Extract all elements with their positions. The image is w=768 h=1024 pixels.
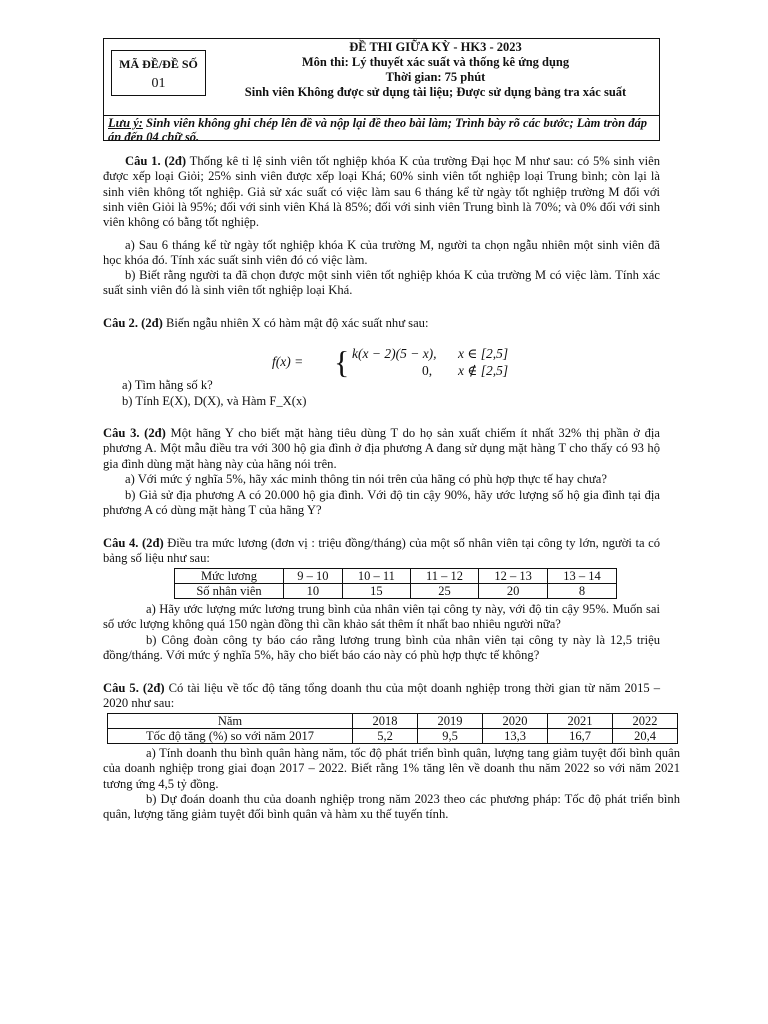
table-cell: 20 [479, 584, 548, 599]
formula-condition-2: x ∉ [2,5] [458, 363, 509, 378]
question-5-text: Có tài liệu về tốc độ tăng tổng doanh thu của một doanh nghiệp trong thời gian từ năm 2015 – 2020 như sau: [103, 681, 660, 711]
exam-code-box [111, 50, 206, 96]
formula-case-2: 0, [422, 363, 433, 378]
salary-table [174, 568, 617, 599]
table-cell: 2021 [548, 714, 613, 729]
question-4-part-a: a) Hãy ước lượng mức lương trung bình của nhân viên tại công ty này, với độ tin cậy 95%. Muốn sai số ước lượng không quá 150 ngàn đồng thì cần khảo sát thêm ít nhất bao nhiêu người nữa? [103, 602, 660, 632]
question-1-text: Thống kê tỉ lệ sinh viên tốt nghiệp khóa K của trường Đại học M như sau: có 5% sinh viên được xếp loại Giỏi; 25% sinh viên được xếp loại Khá; 60% sinh viên tốt nghiệp loại Trung bình; còn lại là sinh viên không tốt nghiệp. Giả sử xác suất có việc làm sau 6 tháng kể từ ngày tốt nghiệp trường M đối với sinh viên Giỏi là 95%; đối với sinh viên Khá là 85%; đối với sinh viên Trung bình là 70%; và 0% đối với sinh viên không có bằng tốt nghiệp. [103, 154, 660, 230]
question-2 [103, 316, 660, 331]
table-cell: 2019 [418, 714, 483, 729]
exam-code-number: 01 [151, 76, 166, 91]
table-cell: 10 – 11 [342, 569, 410, 584]
revenue-table [107, 713, 678, 744]
question-1-part-a: a) Sau 6 tháng kể từ ngày tốt nghiệp khóa K của trường M, người ta chọn ngẫu nhiên một sinh viên đã học khóa đó. Tính xác suất sinh viên đó có việc làm. [103, 238, 660, 268]
table-cell: 16,7 [548, 729, 613, 744]
table-cell: Mức lương [175, 569, 284, 584]
table-row [175, 584, 617, 599]
header-lines [216, 40, 655, 100]
exam-header [103, 38, 660, 144]
exam-code-label: MÃ ĐỀ/ĐỀ SỐ [119, 57, 198, 71]
formula-lhs: f(x) = [272, 354, 304, 369]
table-cell: 13 – 14 [548, 569, 617, 584]
exam-subject: Môn thi: Lý thuyết xác suất và thống kê ứng dụng [301, 55, 570, 69]
question-5 [103, 681, 660, 712]
table-cell: 8 [548, 584, 617, 599]
table-cell: Số nhân viên [175, 584, 284, 599]
table-cell: 9 – 10 [284, 569, 343, 584]
question-4-part-b: b) Công đoàn công ty báo cáo rằng lương trung bình của nhân viên tại công ty này là 12,5 triệu đồng/tháng. Với mức ý nghĩa 5%, hãy cho biết báo cáo này có phù hợp thực tế không? [103, 633, 660, 663]
table-cell: 12 – 13 [479, 569, 548, 584]
table-cell: 15 [342, 584, 410, 599]
table-cell: 2020 [483, 714, 548, 729]
table-cell: Tốc độ tăng (%) so với năm 2017 [108, 729, 353, 744]
table-cell: 11 – 12 [410, 569, 478, 584]
table-cell: 2018 [353, 714, 418, 729]
question-1-label: Câu 1. (2đ) [125, 154, 187, 168]
exam-time: Thời gian: 75 phút [385, 70, 486, 84]
question-5-part-b: b) Dự đoán doanh thu của doanh nghiệp trong năm 2023 theo các phương pháp: Tốc độ phát triển bình quân, lượng tăng giảm tuyệt đối bình quân và hàm xu thế tuyến tính. [103, 792, 680, 822]
table-cell: Năm [108, 714, 353, 729]
question-3-text: Một hãng Y cho biết mặt hàng tiêu dùng T do họ sản xuất chiếm ít nhất 32% thị phần ở địa phương A. Một mẫu điều tra với 300 hộ gia đình ở địa phương A đang sử dụng mặt hàng T cho thấy có 93 hộ gia đình dùng mặt hàng này của hãng nói trên. [103, 426, 661, 471]
question-5-part-a: a) Tính doanh thu bình quân hàng năm, tốc độ phát triển bình quân, lượng tang giảm tuyệt đối bình quân của doanh nghiệp trong giai đoạn 2017 – 2022. Biết rằng 1% tăng lên về doanh thu năm 2022 so với năm 2021 tương ứng 4,5 tỷ đồng. [103, 746, 680, 791]
density-formula [272, 346, 532, 380]
question-5-label: Câu 5. (2đ) [103, 681, 165, 695]
table-cell: 10 [284, 584, 343, 599]
table-row [175, 569, 617, 584]
table-cell: 2022 [613, 714, 678, 729]
formula-brace: { [334, 344, 350, 380]
question-3-part-b: b) Giả sử địa phương A có 20.000 hộ gia đình. Với độ tin cậy 90%, hãy ước lượng số hộ gia đình tại địa phương A có dùng mặt hàng T của hãng Y? [103, 488, 660, 518]
question-3-part-a: a) Với mức ý nghĩa 5%, hãy xác minh thông tin nói trên của hãng có phù hợp thực tế hay chưa? [125, 472, 607, 486]
formula-condition-1: x ∈ [2,5] [458, 346, 509, 361]
table-row [108, 714, 678, 729]
exam-note [108, 116, 655, 144]
exam-rules: Sinh viên Không được sử dụng tài liệu; Được sử dụng bảng tra xác suất [244, 85, 627, 99]
question-4-label: Câu 4. (2đ) [103, 536, 164, 550]
question-3 [103, 426, 660, 472]
question-2-part-a: a) Tìm hằng số k? [122, 378, 213, 392]
table-cell: 9,5 [418, 729, 483, 744]
note-label: Lưu ý: [108, 116, 143, 130]
question-3-label: Câu 3. (2đ) [103, 426, 166, 440]
table-cell: 5,2 [353, 729, 418, 744]
exam-title: ĐỀ THI GIỮA KỲ - HK3 - 2023 [349, 40, 522, 54]
formula-case-1: k(x − 2)(5 − x), [352, 346, 437, 361]
table-cell: 20,4 [613, 729, 678, 744]
table-cell: 25 [410, 584, 478, 599]
question-4-text: Điều tra mức lương (đơn vị : triệu đồng/tháng) của một số nhân viên tại công ty lớn, người ta có bảng số liệu như sau: [103, 536, 660, 566]
question-2-text: Biến ngẫu nhiên X có hàm mật độ xác suất như sau: [162, 316, 429, 330]
table-cell: 13,3 [483, 729, 548, 744]
note-text: Sinh viên không ghi chép lên đề và nộp lại đề theo bài làm; Trình bày rõ các bước; Làm tròn đáp án đến 04 chữ số. [108, 116, 647, 144]
question-2-part-b: b) Tính E(X), D(X), và Hàm F_X(x) [122, 394, 307, 408]
question-1-part-b: b) Biết rằng người ta đã chọn được một sinh viên tốt nghiệp khóa K của trường M có việc làm. Tính xác suất sinh viên đó là sinh viên tốt nghiệp loại Khá. [103, 268, 660, 298]
header-top [104, 39, 659, 116]
question-2-label: Câu 2. (2đ) [103, 316, 163, 330]
question-4 [103, 536, 660, 567]
table-row [108, 729, 678, 744]
question-1 [103, 154, 660, 230]
